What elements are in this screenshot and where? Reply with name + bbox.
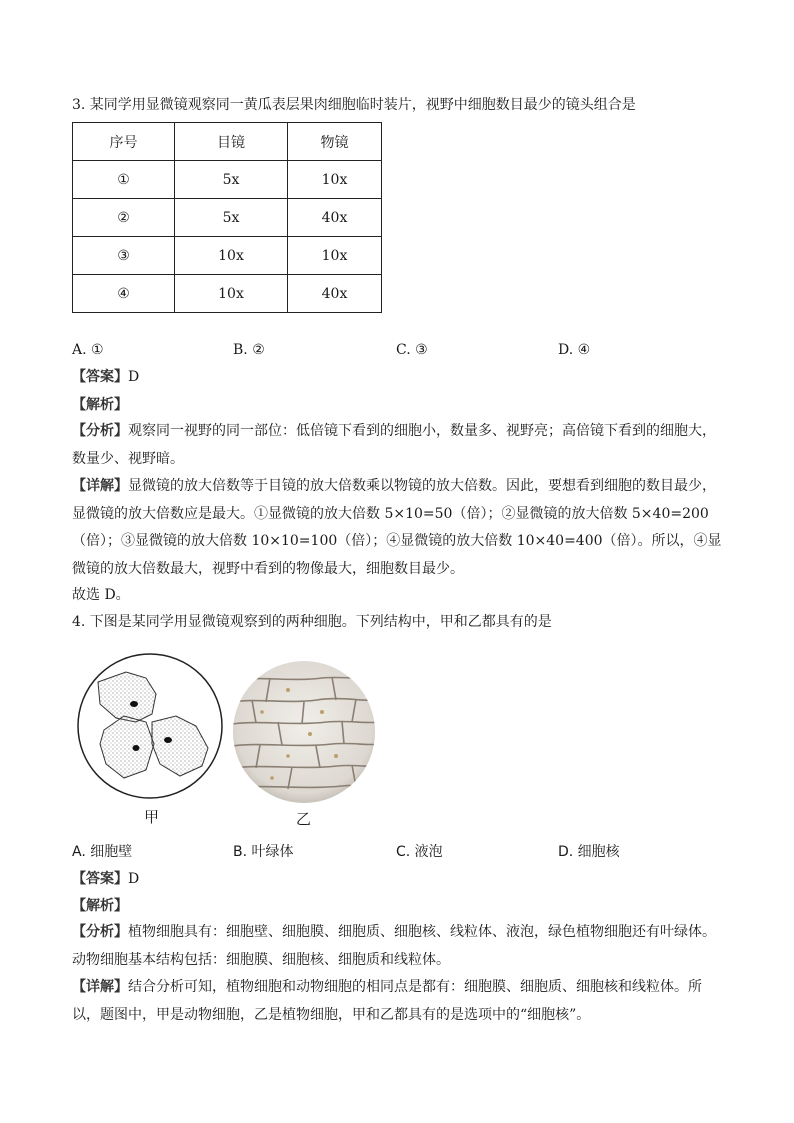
table-cell: ① — [73, 161, 175, 199]
q3-option-d: D. ④ — [558, 342, 591, 358]
q4-analysis-heading — [72, 896, 128, 916]
table-cell: 10x — [175, 237, 288, 275]
q3-option-a: A. ① — [72, 342, 104, 358]
table-cell: 5x — [175, 161, 288, 199]
lens-table — [72, 122, 382, 313]
xiangjie-text: 显微镜的放大倍数等于目镜的放大倍数乘以物镜的放大倍数。因此，要想看到细胞的数目最少，显微镜的放大倍数应是最大。①显微镜的放大倍数 5×10=50（倍）；②显微镜的放大倍数 5×40=200（倍）；③显微镜的放大倍数 10×10=100（倍）；④显微镜的放大倍数 10×40=400（倍）。所以，④显微镜的放大倍数最大，视野中看到的物像最大，细胞数目最少。 — [72, 478, 722, 577]
table-header: 物镜 — [288, 123, 382, 161]
figure-label-jia: 甲 — [144, 808, 160, 826]
nucleus-icon — [270, 776, 274, 780]
table-row — [73, 237, 382, 275]
nucleus-icon — [133, 745, 140, 751]
q4-option-a: A. 细胞壁 — [72, 844, 133, 860]
q4-answer — [72, 869, 139, 889]
fenxi-tag: 【分析】 — [72, 924, 128, 940]
q3-analysis-heading — [72, 395, 128, 415]
nucleus-icon — [320, 710, 324, 714]
xiangjie-tag: 【详解】 — [72, 979, 128, 995]
q3-option-b: B. ② — [233, 342, 265, 358]
table-cell: ③ — [73, 237, 175, 275]
answer-tag: 【答案】 — [72, 871, 128, 887]
table-cell: 5x — [175, 199, 288, 237]
xiangjie-text: 结合分析可知，植物细胞和动物细胞的相同点是都有：细胞膜、细胞质、细胞核和线粒体。所以，题图中，甲是动物细胞，乙是植物细胞，甲和乙都具有的是选项中的“细胞核”。 — [72, 979, 702, 1023]
answer-value: D — [128, 369, 140, 385]
microscope-field-circle — [233, 661, 375, 803]
table-cell: 10x — [288, 161, 382, 199]
answer-value: D — [128, 871, 140, 887]
q3-answer — [72, 367, 139, 387]
answer-tag: 【答案】 — [72, 369, 128, 385]
plant-cells-figure — [232, 660, 376, 804]
nucleus-icon — [334, 754, 338, 758]
table-header: 序号 — [73, 123, 175, 161]
fenxi-text: 植物细胞具有：细胞壁、细胞膜、细胞质、细胞核、线粒体、液泡，绿色植物细胞还有叶绿体。动物细胞基本结构包括：细胞膜、细胞核、细胞质和线粒体。 — [72, 924, 716, 968]
animal-cells-figure — [76, 652, 224, 800]
fenxi-tag: 【分析】 — [72, 423, 128, 439]
table-cell: 10x — [288, 237, 382, 275]
q4-xiangjie — [72, 974, 722, 1029]
q3-xiangjie — [72, 473, 722, 583]
nucleus-icon — [164, 737, 172, 743]
table-cell: 40x — [288, 199, 382, 237]
fenxi-text: 观察同一视野的同一部位：低倍镜下看到的细胞小，数量多、视野亮；高倍镜下看到的细胞大，数量少、视野暗。 — [72, 423, 716, 467]
analysis-tag: 【解析】 — [72, 397, 128, 413]
q3-stem: 3. 某同学用显微镜观察同一黄瓜表层果肉细胞临时装片，视野中细胞数目最少的镜头组合是 — [72, 97, 636, 113]
table-row — [73, 275, 382, 313]
figure-label-yi: 乙 — [296, 810, 312, 828]
q4-stem: 4. 下图是某同学用显微镜观察到的两种细胞。下列结构中，甲和乙都具有的是 — [72, 614, 552, 630]
q4-option-b: B. 叶绿体 — [233, 844, 294, 860]
table-cell: 10x — [175, 275, 288, 313]
microscope-field-circle — [78, 654, 222, 798]
nucleus-icon — [308, 732, 312, 736]
nucleus-icon — [130, 701, 138, 707]
table-cell: 40x — [288, 275, 382, 313]
nucleus-icon — [286, 754, 290, 758]
table-header: 目镜 — [175, 123, 288, 161]
q4-fenxi — [72, 919, 722, 974]
table-row — [73, 199, 382, 237]
table-cell: ④ — [73, 275, 175, 313]
table-row — [73, 161, 382, 199]
nucleus-icon — [260, 710, 264, 714]
q3-fenxi — [72, 418, 722, 473]
q3-option-c: C. ③ — [396, 342, 428, 358]
q4-option-d: D. 细胞核 — [558, 844, 620, 860]
q4-option-c: C. 液泡 — [396, 844, 443, 860]
nucleus-icon — [286, 688, 290, 692]
q3-conclusion: 故选 D。 — [72, 587, 130, 603]
table-header-row — [73, 123, 382, 161]
xiangjie-tag: 【详解】 — [72, 478, 128, 494]
table-cell: ② — [73, 199, 175, 237]
analysis-tag: 【解析】 — [72, 898, 128, 914]
